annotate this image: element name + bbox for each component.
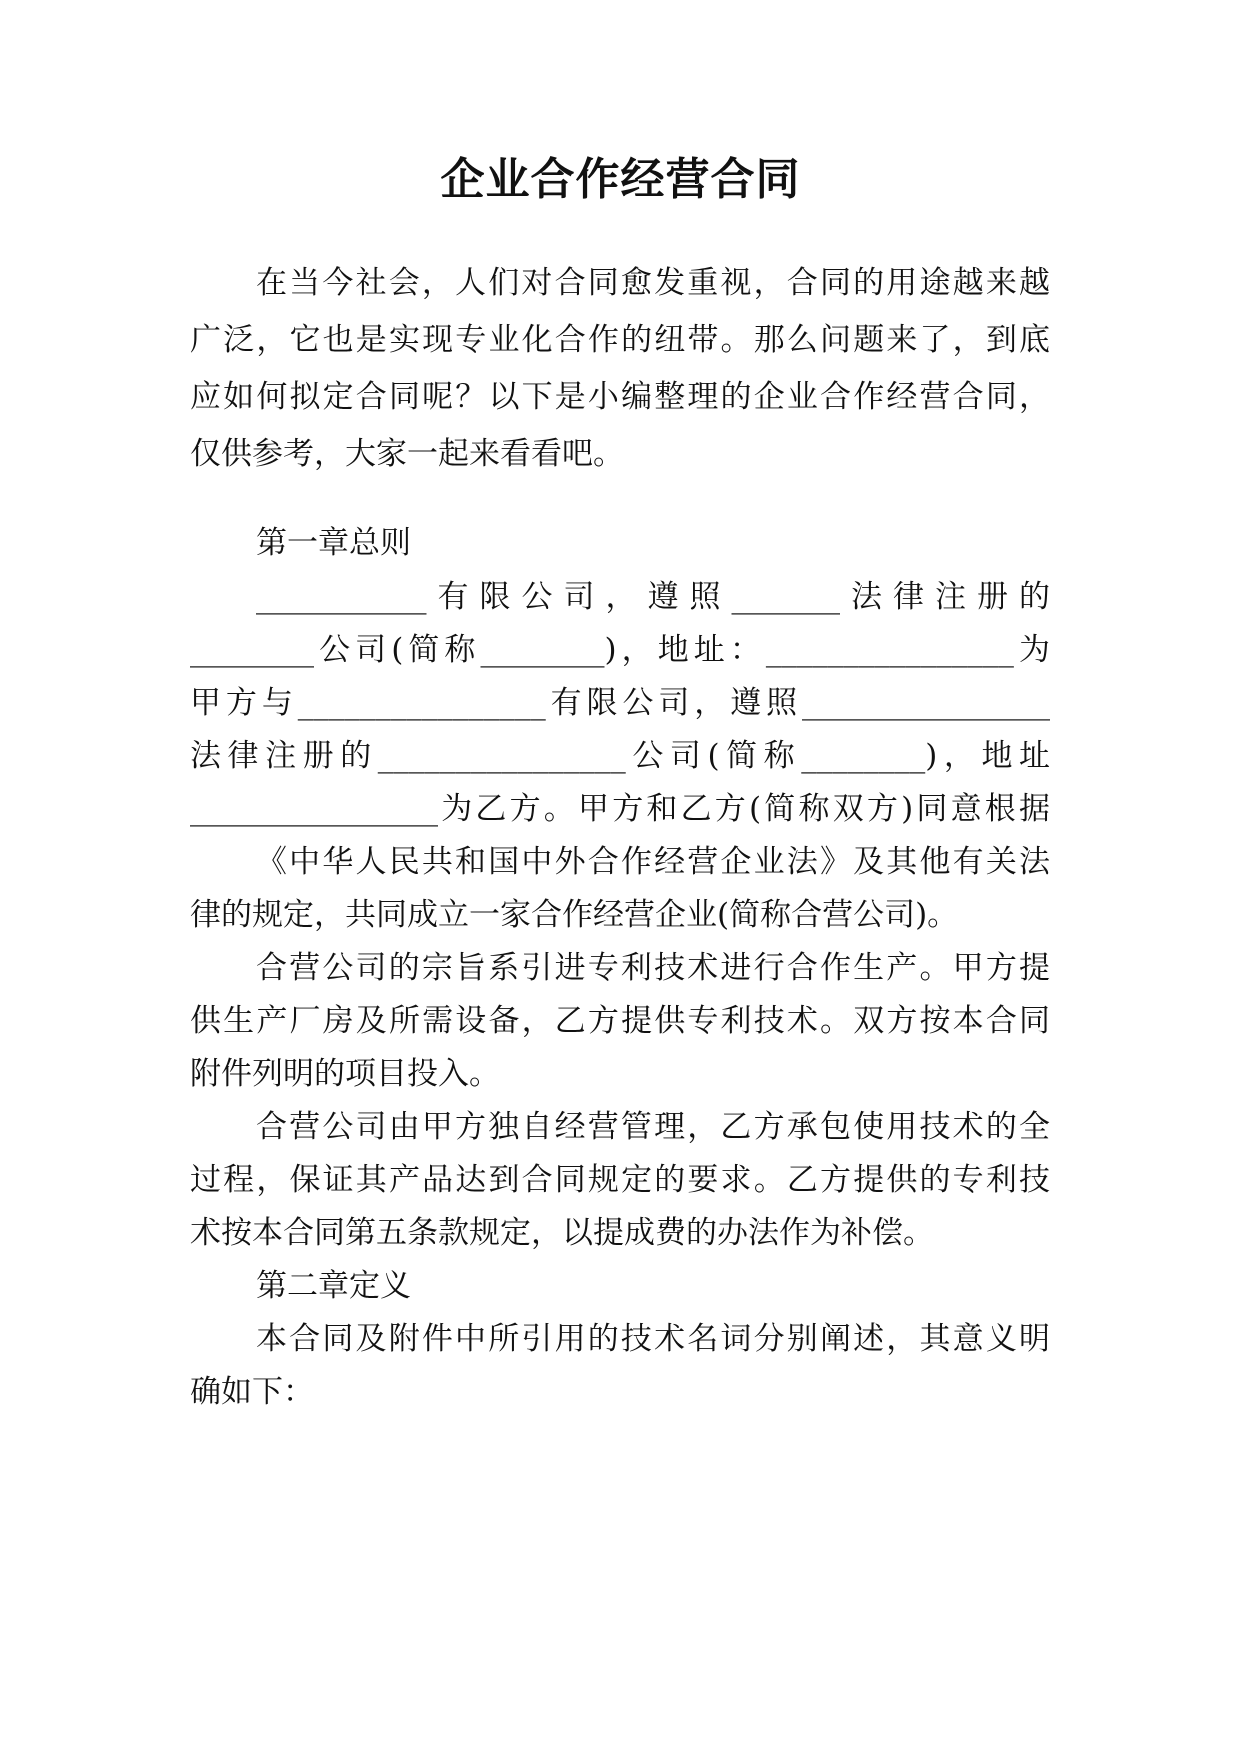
parties-line-3: 甲方与________________有限公司，遵照________________ xyxy=(190,685,1050,721)
chapter1-heading: 第一章总则 xyxy=(256,525,411,561)
purpose-line-3: 附件列明的项目投入。 xyxy=(190,1056,500,1092)
intro-line-4: 仅供参考，大家一起来看看吧。 xyxy=(190,436,624,472)
definitions-line-2: 确如下： xyxy=(190,1374,314,1410)
document-title: 企业合作经营合同 xyxy=(440,154,801,205)
chapter2-heading: 第二章定义 xyxy=(256,1268,411,1304)
purpose-line-1: 合营公司的宗旨系引进专利技术进行合作生产。甲方提 xyxy=(256,950,1050,986)
management-line-3: 术按本合同第五条款规定，以提成费的办法作为补偿。 xyxy=(190,1215,934,1251)
parties-line-1: ___________有限公司，遵照_______法律注册的 xyxy=(256,579,1050,615)
law-line-2: 律的规定，共同成立一家合作经营企业(简称合营公司)。 xyxy=(190,897,959,933)
management-line-2: 过程，保证其产品达到合同规定的要求。乙方提供的专利技 xyxy=(190,1162,1050,1198)
parties-line-5: ________________为乙方。甲方和乙方(简称双方)同意根据 xyxy=(190,791,1050,827)
definitions-line-1: 本合同及附件中所引用的技术名词分别阐述，其意义明 xyxy=(256,1321,1050,1357)
intro-line-2: 广泛，它也是实现专业化合作的纽带。那么问题来了，到底 xyxy=(190,322,1050,358)
intro-line-3: 应如何拟定合同呢？以下是小编整理的企业合作经营合同， xyxy=(190,379,1050,415)
parties-line-4: 法律注册的________________公司(简称________)，地址 xyxy=(190,738,1050,774)
law-line-1: 《中华人民共和国中外合作经营企业法》及其他有关法 xyxy=(256,844,1050,880)
intro-line-1: 在当今社会，人们对合同愈发重视，合同的用途越来越 xyxy=(256,265,1050,301)
parties-line-2: ________公司(简称________)，地址：________________为 xyxy=(190,632,1050,668)
management-line-1: 合营公司由甲方独自经营管理，乙方承包使用技术的全 xyxy=(256,1109,1050,1145)
purpose-line-2: 供生产厂房及所需设备，乙方提供专利技术。双方按本合同 xyxy=(190,1003,1050,1039)
